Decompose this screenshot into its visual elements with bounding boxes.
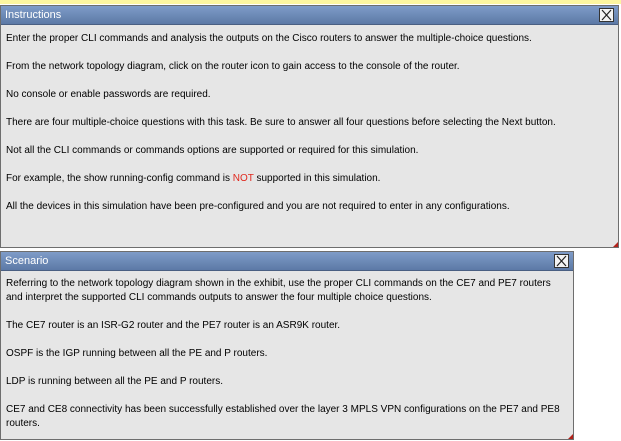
close-icon — [556, 255, 567, 267]
instructions-title: Instructions — [5, 9, 62, 21]
scenario-window — [0, 251, 574, 440]
instructions-line: From the network topology diagram, click on the router icon to gain access to the console of the router. — [6, 61, 460, 72]
instructions-titlebar[interactable] — [1, 6, 618, 25]
scenario-titlebar[interactable] — [1, 252, 573, 271]
scenario-line: Referring to the network topology diagram shown in the exhibit, use the proper CLI commands on the CE7 and PE7 routers and interpret the supported CLI commands outputs to answer the four multiple choice questions. — [6, 278, 551, 303]
instructions-example-line — [6, 172, 380, 186]
instructions-resize-handle[interactable] — [613, 242, 618, 247]
example-text-after: supported in this simulation. — [253, 173, 381, 184]
instructions-close-button[interactable] — [599, 8, 614, 22]
top-strip — [0, 0, 621, 4]
scenario-resize-handle[interactable] — [568, 434, 573, 439]
scenario-line: LDP is running between all the PE and P routers. — [6, 376, 223, 387]
instructions-line: Not all the CLI commands or commands options are supported or required for this simulation. — [6, 145, 419, 156]
scenario-close-button[interactable] — [554, 254, 569, 268]
instructions-window — [0, 5, 619, 248]
example-highlight: NOT — [232, 173, 254, 184]
instructions-line: No console or enable passwords are required. — [6, 89, 211, 100]
close-icon — [601, 9, 612, 21]
scenario-line: CE7 and CE8 connectivity has been successfully established over the layer 3 MPLS VPN configurations on the PE7 and PE8 routers. — [6, 404, 560, 429]
example-text-before: For example, the show running-config command is — [6, 173, 233, 184]
instructions-line: Enter the proper CLI commands and analysis the outputs on the Cisco routers to answer the multiple-choice questions. — [6, 33, 532, 44]
scenario-title: Scenario — [5, 255, 49, 267]
instructions-line: All the devices in this simulation have been pre-configured and you are not required to enter in any configurations. — [6, 201, 510, 212]
scenario-line: OSPF is the IGP running between all the PE and P routers. — [6, 348, 268, 359]
scenario-line: The CE7 router is an ISR-G2 router and the PE7 router is an ASR9K router. — [6, 320, 341, 331]
instructions-line: There are four multiple-choice questions with this task. Be sure to answer all four questions before selecting the Next button. — [6, 117, 556, 128]
